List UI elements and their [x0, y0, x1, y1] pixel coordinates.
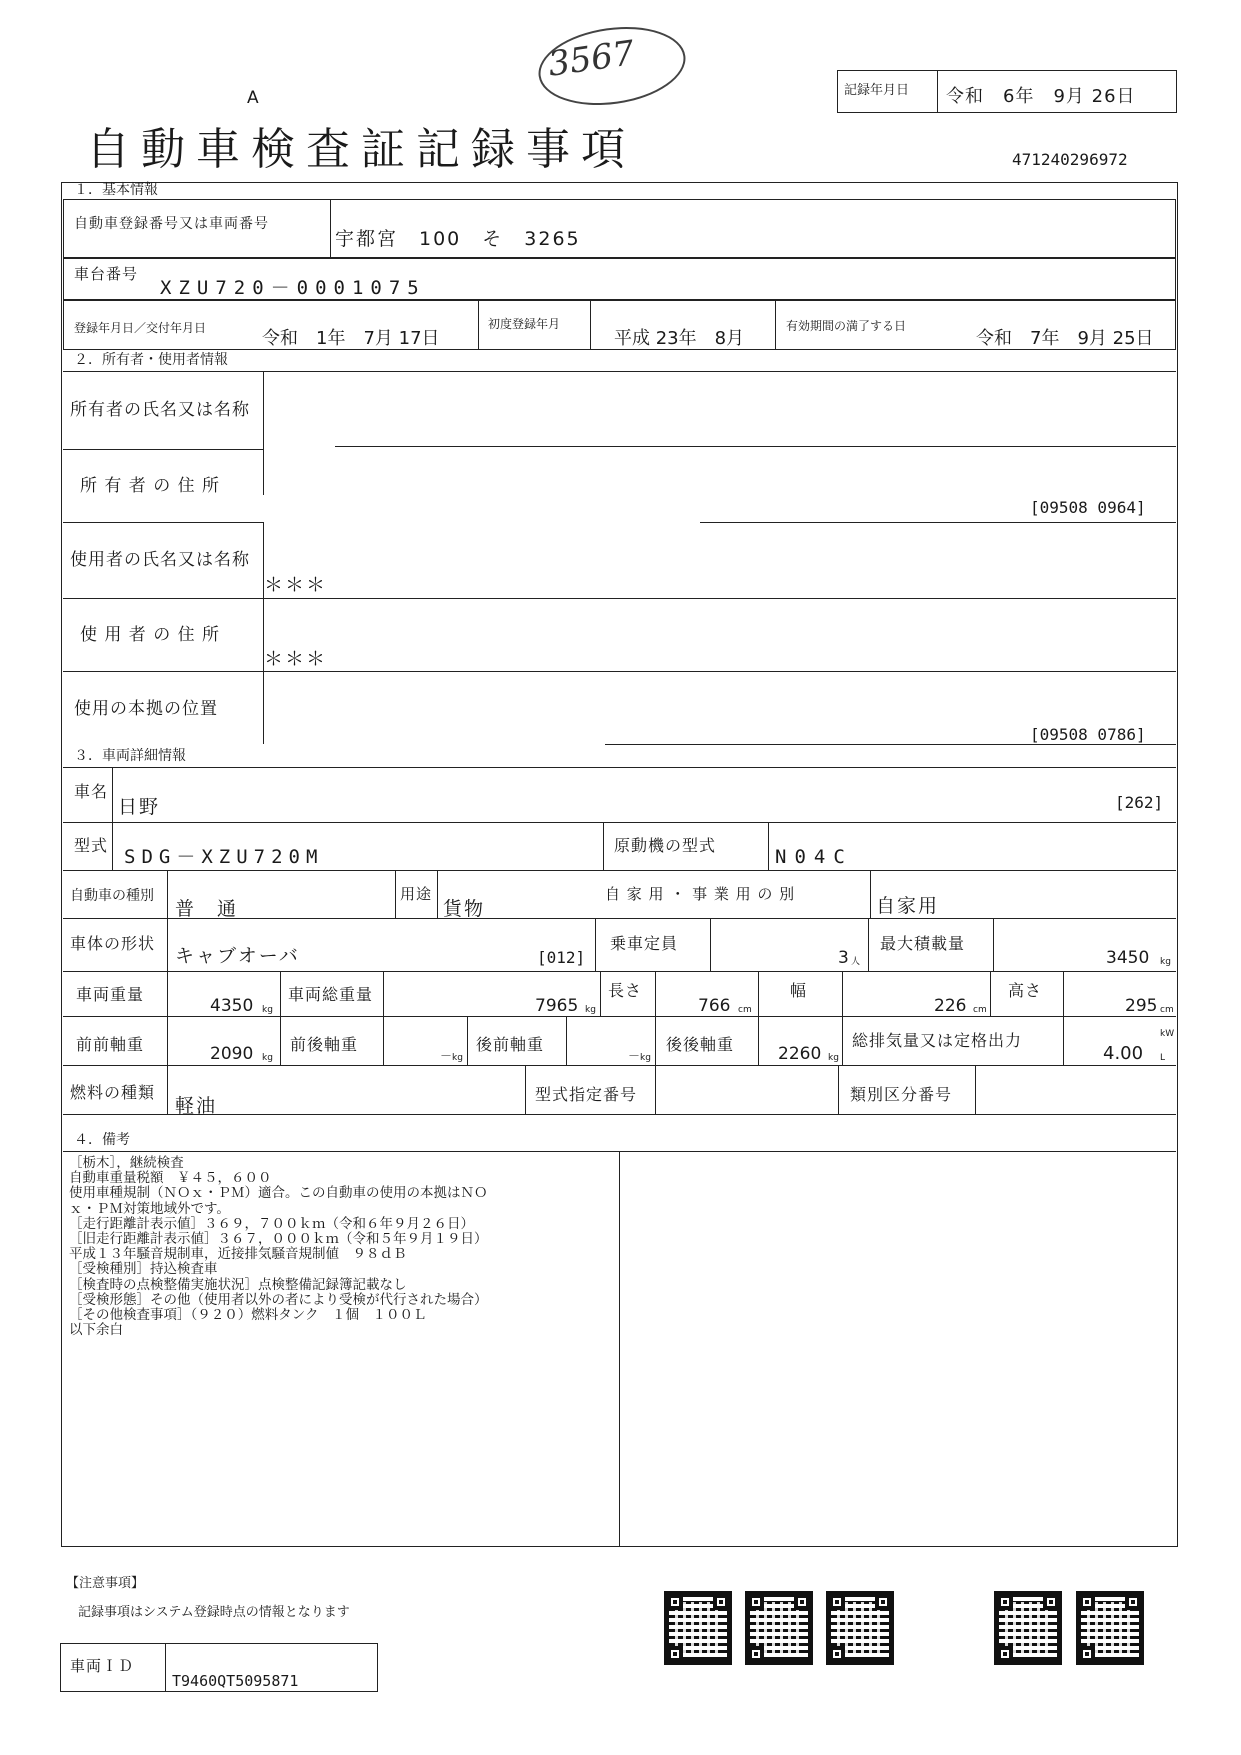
fr-axle-unit: kg: [452, 1053, 463, 1063]
section3-heading: ３．車両詳細情報: [74, 748, 186, 764]
record-date-label: 記録年月日: [844, 83, 910, 98]
length-unit: cm: [738, 1005, 752, 1015]
remark-line: ［受検形態］その他（使用者以外の者により受検が代行された場合）: [69, 1291, 488, 1308]
max-load-unit: kg: [1160, 957, 1171, 967]
owner-code: [09508 0964]: [1030, 498, 1146, 517]
width-value: 226: [934, 996, 967, 1016]
qr-code-3: [826, 1591, 894, 1665]
section2-heading: ２．所有者・使用者情報: [74, 352, 228, 368]
owner-addr-label: 所 有 者 の 住 所: [80, 476, 221, 496]
remark-line: ［受検種別］持込検査車: [69, 1261, 218, 1278]
user-addr-label: 使 用 者 の 住 所: [80, 625, 221, 645]
reg-no: 宇都宮 100 そ 3265: [335, 228, 581, 250]
notes-heading: 【注意事項】: [66, 1576, 145, 1591]
vehicle-weight-unit: kg: [262, 1005, 273, 1015]
vehicle-id-label: 車両ＩＤ: [70, 1657, 135, 1675]
document-title: 自動車検査証記録事項: [86, 124, 636, 175]
remark-line: 使用車種規制（ＮＯｘ・ＰＭ）適合。この自動車の使用の本拠はＮＯ: [69, 1185, 488, 1202]
private-business-value: 自家用: [876, 895, 940, 917]
fr-axle: －: [440, 1049, 453, 1063]
user-name: ＊＊＊: [264, 574, 328, 596]
first-reg-label: 初度登録年月: [488, 317, 561, 331]
rr-axle-unit: kg: [828, 1053, 839, 1063]
width-unit: cm: [973, 1005, 987, 1015]
chassis-number: XZU720－0001075: [160, 277, 426, 299]
record-date: 令和 6年 9月 26日: [946, 86, 1136, 107]
model-label: 型式: [74, 836, 109, 855]
gross-weight-unit: kg: [585, 1005, 596, 1015]
height-label: 高さ: [1008, 981, 1043, 1000]
owner-name-label: 所有者の氏名又は名称: [70, 400, 250, 420]
fuel-value: 軽油: [175, 1095, 218, 1117]
body-code: [012]: [537, 948, 586, 967]
gross-weight-label: 車両総重量: [288, 985, 374, 1004]
qr-code-4: [994, 1591, 1062, 1665]
user-name-label: 使用者の氏名又は名称: [70, 550, 250, 570]
vehicle-weight: 4350: [210, 996, 254, 1016]
body-value: キャブオーバ: [175, 945, 300, 967]
base-location-label: 使用の本拠の位置: [74, 699, 218, 719]
ff-axle-label: 前前軸重: [76, 1035, 145, 1054]
maker-code: [262]: [1115, 793, 1164, 812]
private-business-label: 自 家 用 ・ 事 業 用 の 別: [605, 885, 796, 903]
rf-axle: －: [628, 1049, 641, 1063]
remark-line: ｘ・ＰＭ対策地域外です。: [69, 1200, 230, 1217]
remark-line: 以下余白: [69, 1322, 123, 1339]
notes-text: 記録事項はシステム登録時点の情報となります: [78, 1605, 350, 1620]
displacement-unit-kw: kW: [1160, 1029, 1175, 1039]
height-unit: cm: [1160, 1005, 1174, 1015]
use-label: 用途: [400, 885, 433, 903]
base-code: [09508 0786]: [1030, 725, 1146, 744]
height-value: 295: [1125, 996, 1158, 1016]
max-load-value: 3450: [1106, 948, 1150, 968]
ff-axle: 2090: [210, 1044, 254, 1064]
reg-date: 令和 1年 7月 17日: [262, 328, 440, 349]
remark-line: ［旧走行距離計表示値］３６７，０００ｋｍ（令和５年９月１９日）: [69, 1231, 488, 1248]
length-label: 長さ: [608, 981, 643, 1000]
kind-value: 普 通: [175, 898, 239, 920]
expiry-date: 令和 7年 9月 25日: [976, 328, 1154, 349]
use-value: 貨物: [443, 898, 486, 920]
vehicle-id: T9460QT5095871: [172, 1672, 299, 1690]
remark-line: ［栃木］，継続検査: [69, 1155, 184, 1171]
section4-heading: ４．備考: [74, 1132, 130, 1148]
first-reg: 平成 23年 8月: [614, 328, 745, 349]
fuel-label: 燃料の種類: [70, 1083, 156, 1102]
displacement-label: 総排気量又は定格出力: [852, 1031, 1023, 1050]
section1-heading: １．基本情報: [74, 182, 158, 198]
model-value: SDG－XZU720M: [124, 846, 324, 868]
qr-code-1: [664, 1591, 732, 1665]
engine-value: N04C: [775, 846, 853, 868]
remarks-text: [69, 1156, 617, 1338]
remark-line: ［検査時の点検整備実施状況］点検整備記録簿記載なし: [69, 1276, 407, 1293]
reg-no-label: 自動車登録番号又は車両番号: [74, 216, 269, 232]
reg-date-label: 登録年月日／交付年月日: [74, 321, 207, 335]
kind-label: 自動車の種別: [70, 888, 154, 904]
handwritten-mark: 3567: [545, 33, 637, 85]
rf-axle-label: 後前軸重: [476, 1035, 545, 1054]
type-designation-label: 型式指定番号: [535, 1085, 638, 1104]
engine-label: 原動機の型式: [614, 836, 717, 855]
maker-value: 日野: [118, 796, 161, 818]
fr-axle-label: 前後軸重: [290, 1035, 359, 1054]
max-load-label: 最大積載量: [880, 934, 966, 953]
handwritten-circle: [533, 18, 690, 114]
capacity-unit: 人: [851, 957, 861, 967]
class-number-label: 類別区分番号: [850, 1085, 953, 1104]
displacement-unit-l: L: [1160, 1053, 1166, 1063]
remark-line: ［走行距離計表示値］３６９，７００ｋｍ（令和６年９月２６日）: [69, 1215, 474, 1232]
remark-line: ［その他検査事項］（９２０）燃料タンク １個 １００Ｌ: [69, 1307, 427, 1324]
chassis-label: 車台番号: [74, 265, 139, 283]
rr-axle-label: 後後軸重: [666, 1035, 735, 1054]
document-number: 471240296972: [1012, 150, 1128, 169]
qr-code-5: [1076, 1591, 1144, 1665]
remark-line: 自動車重量税額 ￥４５，６００: [69, 1170, 272, 1187]
remark-line: 平成１３年騒音規制車，近接排気騒音規制値 ９８ｄＢ: [69, 1246, 407, 1263]
body-label: 車体の形状: [70, 934, 156, 953]
rr-axle: 2260: [778, 1044, 822, 1064]
gross-weight: 7965: [535, 996, 579, 1016]
capacity-value: 3: [838, 948, 849, 968]
expiry-label: 有効期間の満了する日: [786, 319, 907, 333]
user-addr: ＊＊＊: [264, 648, 328, 670]
rf-axle-unit: kg: [640, 1053, 651, 1063]
qr-code-2: [745, 1591, 813, 1665]
form-letter: A: [247, 88, 259, 108]
capacity-label: 乗車定員: [610, 934, 679, 953]
maker-label: 車名: [74, 782, 109, 801]
width-label: 幅: [790, 981, 808, 1000]
ff-axle-unit: kg: [262, 1053, 273, 1063]
length-value: 766: [698, 996, 731, 1016]
vehicle-weight-label: 車両重量: [76, 985, 145, 1004]
displacement-value: 4.00: [1103, 1043, 1144, 1064]
